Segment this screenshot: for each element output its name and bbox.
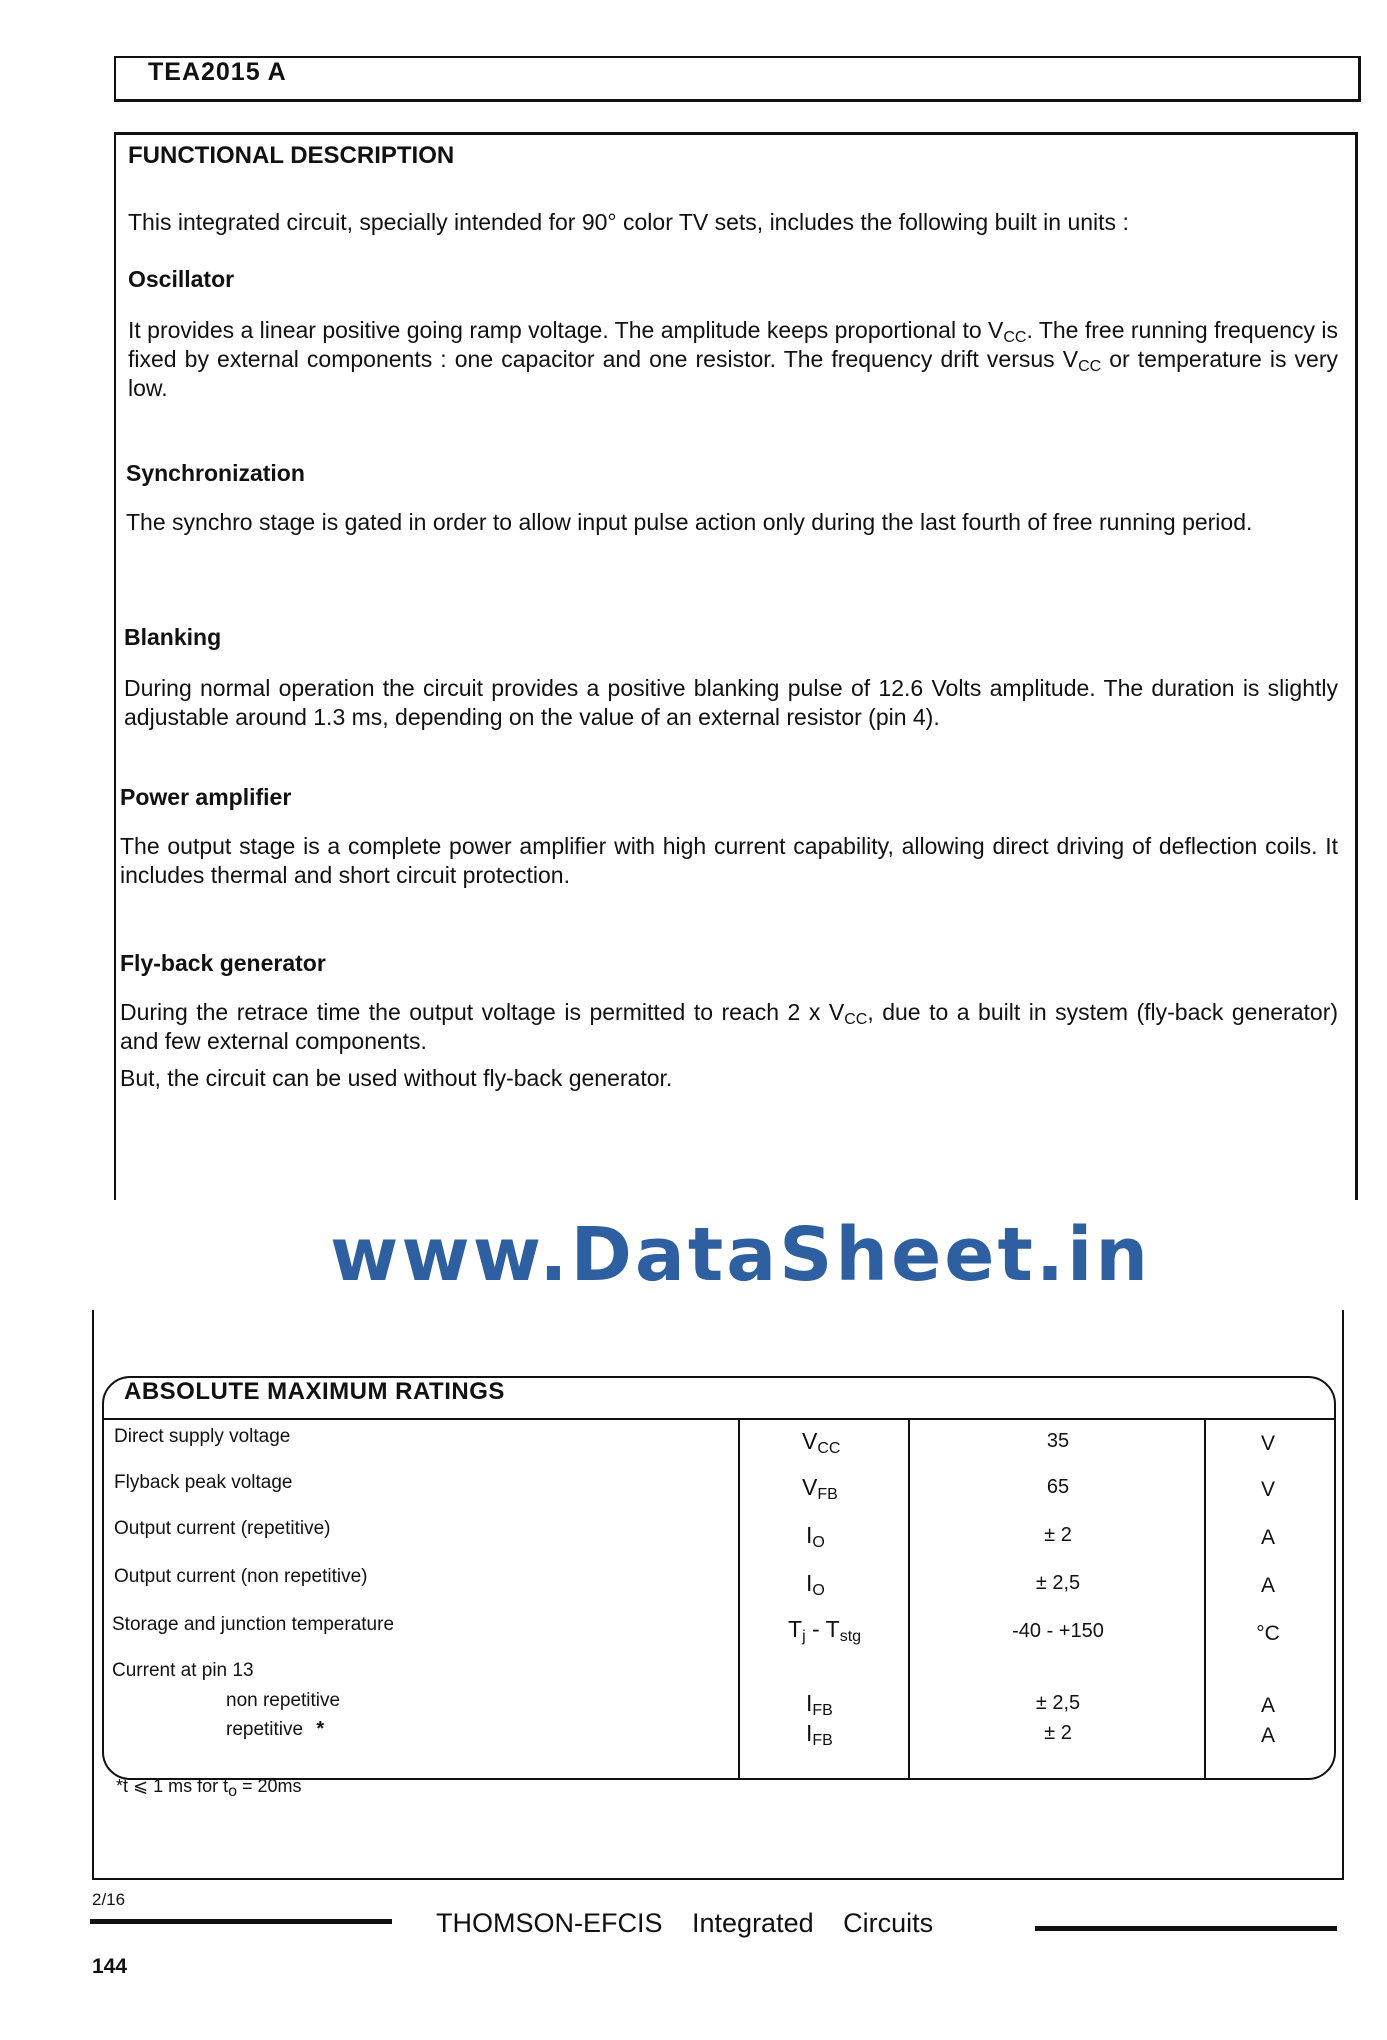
value-vfb: 65	[1046, 1476, 1070, 1498]
symbol-io-non-repetitive: $I_O$	[806, 1570, 825, 1599]
oscillator-paragraph	[128, 316, 1338, 403]
flyback-sub-a: CC	[844, 1011, 868, 1028]
value-io-repetitive: ± 2	[1044, 1524, 1072, 1546]
oscillator-title: Oscillator	[128, 266, 235, 292]
ratings-header-divider	[104, 1418, 1334, 1420]
param-direct-supply-voltage: Direct supply voltage	[114, 1426, 291, 1447]
intro-paragraph	[128, 208, 1338, 237]
ratings-footnote: *t ⩽ 1 ms for $t_o = 20ms$	[116, 1776, 302, 1800]
brand-word-integrated: Integrated	[692, 1908, 814, 1938]
blanking-title: Blanking	[124, 624, 222, 650]
symbol-ifb-repetitive: $I_{FB}$	[806, 1720, 833, 1749]
flyback-text-c: But, the circuit can be used without fly-back generator.	[120, 1065, 673, 1091]
param-flyback-peak-voltage: Flyback peak voltage	[114, 1472, 293, 1493]
unit-io-non-repetitive: A	[1260, 1574, 1275, 1597]
flyback-title: Fly-back generator	[120, 950, 326, 976]
param-output-current-non-repetitive: Output current (non repetitive)	[114, 1566, 368, 1587]
symbol-vfb: $V_{FB}$	[802, 1474, 838, 1503]
flyback-text-b: , due to a built in system (fly-back generator) and few external components.	[120, 999, 1339, 1054]
flyback-paragraph	[120, 998, 1338, 1093]
synchronization-title: Synchronization	[126, 460, 305, 486]
footer-brand	[436, 1908, 955, 1939]
oscillator-text-b: . The free running frequency is fixed by external components : one capacitor and one resistor. The frequency drift versus V	[128, 317, 1339, 372]
value-tj-tstg: -40 - +150	[1012, 1620, 1104, 1642]
value-ifb-repetitive: ± 2	[1044, 1722, 1072, 1744]
synchronization-text: The synchro stage is gated in order to allow input pulse action only during the last fourth of free running period.	[126, 509, 1253, 535]
value-vcc: 35	[1046, 1430, 1070, 1452]
ratings-title: ABSOLUTE MAXIMUM RATINGS	[124, 1378, 505, 1405]
page-fraction: 2/16	[92, 1890, 126, 1909]
blanking-text: During normal operation the circuit provides a positive blanking pulse of 12.6 Volts amplitude. The duration is slightly adjustable around 1.3 ms, depending on the value of an external resistor (pin 4).	[124, 675, 1338, 730]
power-amplifier-paragraph	[120, 832, 1338, 890]
value-ifb-non-repetitive: ± 2,5	[1035, 1692, 1081, 1714]
unit-ifb-repetitive: A	[1260, 1724, 1275, 1747]
footer-rule-right	[1035, 1926, 1337, 1931]
power-amplifier-text: The output stage is a complete power amplifier with high current capability, allowing direct driving of deflection coils. It includes thermal and short circuit protection.	[120, 833, 1338, 888]
blanking-paragraph	[124, 674, 1338, 732]
footer-rule-left	[90, 1919, 392, 1924]
value-io-non-repetitive: ± 2,5	[1035, 1572, 1081, 1594]
brand-company: THOMSON-EFCIS	[436, 1908, 663, 1938]
param-output-current-repetitive: Output current (repetitive)	[114, 1518, 331, 1539]
synchronization-paragraph	[126, 508, 1338, 537]
unit-io-repetitive: A	[1260, 1526, 1275, 1549]
power-amplifier-title: Power amplifier	[120, 784, 292, 810]
oscillator-sub-b: CC	[1078, 358, 1102, 375]
param-non-repetitive: non repetitive	[226, 1690, 341, 1711]
symbol-tj-tstg: $T_j - T_{stg}$	[788, 1616, 862, 1645]
brand-word-circuits: Circuits	[843, 1908, 934, 1938]
unit-vcc: V	[1260, 1432, 1275, 1455]
intro-text: This integrated circuit, specially intended for 90° color TV sets, includes the following built in units :	[128, 209, 1129, 235]
header-box	[114, 56, 1361, 102]
flyback-text-a: During the retrace time the output voltage is permitted to reach 2 x V	[120, 999, 845, 1025]
symbol-io-repetitive: $I_O$	[806, 1522, 825, 1551]
symbol-vcc: $V_{CC}$	[802, 1428, 841, 1457]
param-current-pin-13: Current at pin 13	[112, 1660, 254, 1681]
document-title: TEA2015 A	[148, 58, 287, 86]
oscillator-text-a: It provides a linear positive going ramp voltage. The amplitude keeps proportional to V	[128, 317, 1004, 343]
param-repetitive: repetitive *	[226, 1718, 325, 1740]
page-number: 144	[92, 1955, 128, 1978]
param-storage-junction-temperature: Storage and junction temperature	[112, 1614, 395, 1635]
unit-vfb: V	[1260, 1478, 1275, 1501]
unit-tj-tstg: °C	[1256, 1622, 1280, 1645]
symbol-ifb-non-repetitive: $I_{FB}$	[806, 1690, 833, 1719]
oscillator-text-c: or temperature is very low.	[128, 346, 1338, 401]
unit-ifb-non-repetitive: A	[1260, 1694, 1275, 1717]
oscillator-sub-a: CC	[1003, 329, 1027, 346]
column-divider-symbol	[738, 1418, 740, 1778]
functional-description-title: FUNCTIONAL DESCRIPTION	[128, 142, 455, 169]
watermark: www.DataSheet.in	[330, 1212, 1152, 1298]
